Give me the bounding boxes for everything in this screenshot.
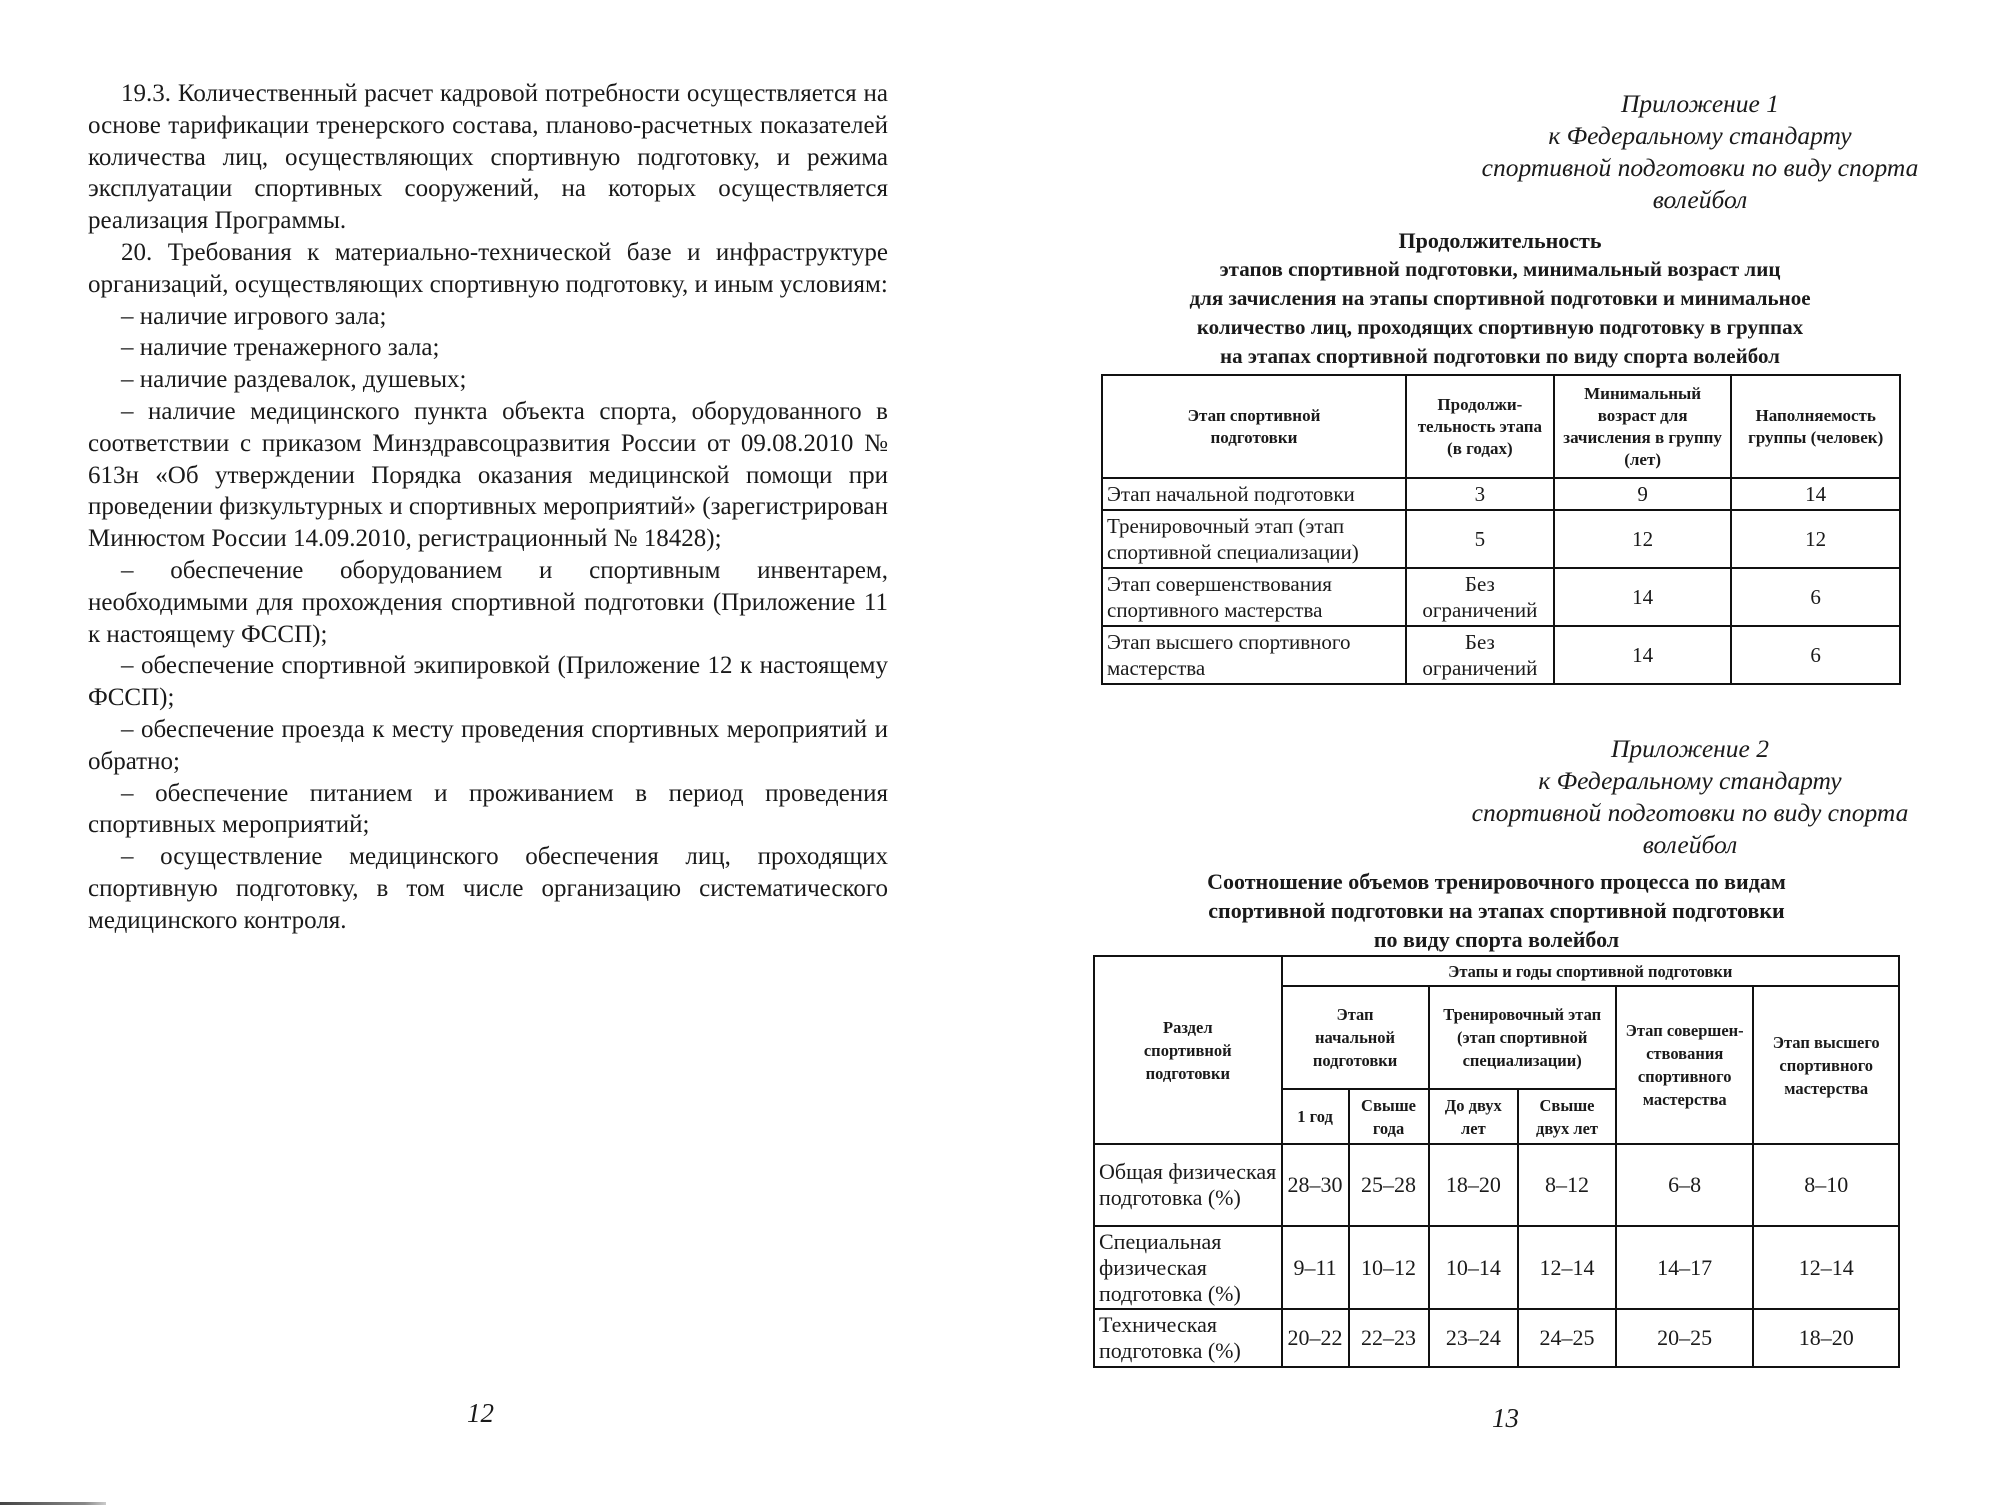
header-initial-stage: Этап начальной подготовки xyxy=(1282,986,1429,1089)
table-row xyxy=(1102,626,1900,684)
paragraph-19-3: 19.3. Количественный расчет кадровой потребности осуществляется на основе тарификации тренерского состава, планово-расчетных показателей количества лиц, осуществляющих спортивную подготовку, и режима эксплуатации спортивных сооружений, на которых осуществляется реализация Программы. xyxy=(88,80,888,235)
appendix-line: волейбол xyxy=(1642,830,1738,859)
title-line: для зачисления на этапы спортивной подготовки и минимальное xyxy=(1189,286,1811,310)
table-header-row xyxy=(1094,956,1899,986)
title-line: по виду спорта волейбол xyxy=(1373,927,1620,952)
group-size-value: 6 xyxy=(1731,568,1900,626)
header-up-to-two-years: До двух лет xyxy=(1429,1089,1519,1144)
cell-value: 8–12 xyxy=(1518,1144,1616,1226)
appendix-line: спортивной подготовки по виду спорта xyxy=(1471,798,1909,827)
duration-value: Без ограничений xyxy=(1406,568,1554,626)
page-edge-shadow xyxy=(0,1502,106,1505)
left-page-body xyxy=(88,78,888,937)
header-over-year: Свыше года xyxy=(1349,1089,1429,1144)
min-age-value: 9 xyxy=(1554,478,1732,510)
duration-value: 3 xyxy=(1406,478,1554,510)
cell-value: 10–14 xyxy=(1429,1226,1519,1309)
appendix-line: Приложение 2 xyxy=(1610,734,1769,763)
table-row xyxy=(1102,568,1900,626)
cell-value: 20–25 xyxy=(1616,1309,1754,1367)
section-name: Общая физическая подготовка (%) xyxy=(1094,1144,1282,1226)
cell-value: 12–14 xyxy=(1518,1226,1616,1309)
duration-value: Без ограничений xyxy=(1406,626,1554,684)
header-min-age: Минимальный возраст для зачисления в группу (лет) xyxy=(1554,375,1732,478)
training-ratio-table xyxy=(1093,955,1900,1368)
cell-value: 12–14 xyxy=(1753,1226,1899,1309)
group-size-value: 6 xyxy=(1731,626,1900,684)
cell-value: 8–10 xyxy=(1753,1144,1899,1226)
min-age-value: 14 xyxy=(1554,626,1732,684)
table-row xyxy=(1094,1226,1899,1309)
header-year-1: 1 год xyxy=(1282,1089,1349,1144)
header-highest-stage: Этап высшего спортивного мастерства xyxy=(1753,986,1899,1144)
table-row xyxy=(1102,510,1900,568)
left-page xyxy=(88,78,888,937)
section-name: Специальная физическая подготовка (%) xyxy=(1094,1226,1282,1309)
list-item: – наличие медицинского пункта объекта спорта, оборудованного в соответствии с приказом Минздравсоцразвития России от 09.08.2010 № 613н «Об утверждении Порядка оказания медицинской помощи при проведении физкультурных и спортивных мероприятий» (зарегистрирован Минюстом России 14.09.2010, регистрационный № 18428); xyxy=(88,397,888,553)
table-2-title xyxy=(1093,867,1900,954)
appendix-line: к Федеральному стандарту xyxy=(1548,121,1852,150)
section-name: Техническая подготовка (%) xyxy=(1094,1309,1282,1367)
cell-value: 18–20 xyxy=(1429,1144,1519,1226)
list-item: – наличие игрового зала; xyxy=(121,302,387,330)
header-stage: Этап спортивной подготовки xyxy=(1102,375,1406,478)
stage-name: Тренировочный этап (этап спортивной специализации) xyxy=(1102,510,1406,568)
stage-name: Этап высшего спортивного мастерства xyxy=(1102,626,1406,684)
appendix-line: спортивной подготовки по виду спорта xyxy=(1481,153,1919,182)
header-duration: Продолжи-тельность этапа (в годах) xyxy=(1406,375,1554,478)
list-item: – наличие тренажерного зала; xyxy=(121,334,440,362)
table-row xyxy=(1094,1144,1899,1226)
list-item: – обеспечение спортивной экипировкой (Приложение 12 к настоящему ФССП); xyxy=(88,652,888,712)
stage-name: Этап совершенствования спортивного мастерства xyxy=(1102,568,1406,626)
header-training-stage: Тренировочный этап (этап спортивной специализации) xyxy=(1429,986,1616,1089)
title-line: на этапах спортивной подготовки по виду спорта волейбол xyxy=(1220,344,1780,368)
cell-value: 22–23 xyxy=(1349,1309,1429,1367)
header-section: Раздел спортивной подготовки xyxy=(1094,956,1282,1144)
stages-duration-table xyxy=(1101,374,1901,685)
header-group-size: Наполняемость группы (человек) xyxy=(1731,375,1900,478)
title-line: этапов спортивной подготовки, минимальный возраст лиц xyxy=(1219,257,1781,281)
table-header-row xyxy=(1102,375,1900,478)
header-over-two-years: Свыше двух лет xyxy=(1518,1089,1616,1144)
header-stages-group: Этапы и годы спортивной подготовки xyxy=(1282,956,1899,986)
list-item: – обеспечение оборудованием и спортивным инвентарем, необходимыми для прохождения спортивной подготовки (Приложение 11 к настоящему ФССП); xyxy=(88,556,888,648)
table-row xyxy=(1094,1309,1899,1367)
cell-value: 10–12 xyxy=(1349,1226,1429,1309)
list-item: – наличие раздевалок, душевых; xyxy=(121,366,467,394)
cell-value: 28–30 xyxy=(1282,1144,1349,1226)
title-line: количество лиц, проходящих спортивную подготовку в группах xyxy=(1196,315,1804,339)
cell-value: 24–25 xyxy=(1518,1309,1616,1367)
duration-value: 5 xyxy=(1406,510,1554,568)
cell-value: 18–20 xyxy=(1753,1309,1899,1367)
list-item: – осуществление медицинского обеспечения лиц, проходящих спортивную подготовку, в том числе организацию систематического медицинского контроля. xyxy=(88,843,888,934)
appendix-line: к Федеральному стандарту xyxy=(1538,766,1842,795)
stage-name: Этап начальной подготовки xyxy=(1102,478,1406,510)
appendix-2-heading xyxy=(1420,733,1960,861)
cell-value: 9–11 xyxy=(1282,1226,1349,1309)
title-line: спортивной подготовки на этапах спортивной подготовки xyxy=(1208,898,1785,923)
title-line: Соотношение объемов тренировочного процесса по видам xyxy=(1207,869,1786,894)
page-number-left: 12 xyxy=(467,1398,494,1428)
header-improvement-stage: Этап совершен-ствования спортивного мастерства xyxy=(1616,986,1754,1144)
cell-value: 23–24 xyxy=(1429,1309,1519,1367)
group-size-value: 12 xyxy=(1731,510,1900,568)
page-number-right: 13 xyxy=(1492,1403,1519,1433)
paragraph-20: 20. Требования к материально-технической базе и инфраструктуре организаций, осуществляющих спортивную подготовку, и иным условиям: xyxy=(88,238,888,298)
cell-value: 20–22 xyxy=(1282,1309,1349,1367)
table-1-title xyxy=(1100,226,1900,371)
appendix-1-heading xyxy=(1430,88,1970,216)
appendix-line: волейбол xyxy=(1652,185,1748,214)
cell-value: 6–8 xyxy=(1616,1144,1754,1226)
list-item: – обеспечение питанием и проживанием в период проведения спортивных мероприятий; xyxy=(88,779,888,839)
min-age-value: 12 xyxy=(1554,510,1732,568)
title-line: Продолжительность xyxy=(1398,228,1602,253)
table-row xyxy=(1102,478,1900,510)
min-age-value: 14 xyxy=(1554,568,1732,626)
group-size-value: 14 xyxy=(1731,478,1900,510)
appendix-line: Приложение 1 xyxy=(1620,89,1779,118)
cell-value: 14–17 xyxy=(1616,1226,1754,1309)
list-item: – обеспечение проезда к месту проведения спортивных мероприятий и обратно; xyxy=(88,715,888,775)
cell-value: 25–28 xyxy=(1349,1144,1429,1226)
